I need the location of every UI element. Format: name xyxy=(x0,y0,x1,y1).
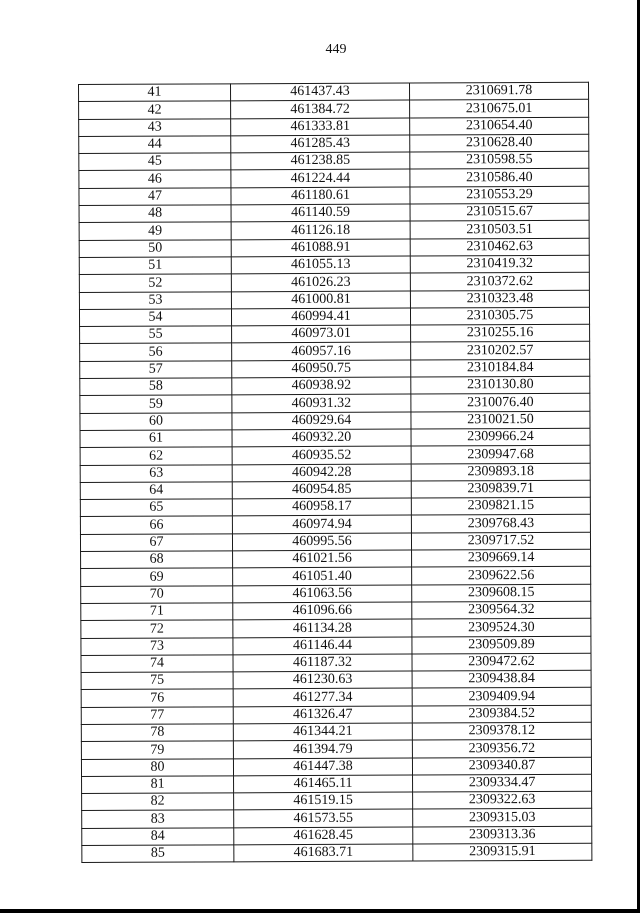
x-coordinate-cell: 461088.91 xyxy=(231,239,410,257)
y-coordinate-cell: 2309315.03 xyxy=(413,809,592,827)
y-coordinate-cell: 2310255.16 xyxy=(411,324,590,342)
x-coordinate-cell: 461224.44 xyxy=(231,170,410,188)
point-number-cell: 67 xyxy=(80,534,232,552)
point-number-cell: 55 xyxy=(80,326,232,344)
point-number-cell: 66 xyxy=(80,516,232,534)
table-row xyxy=(79,151,589,171)
table-row xyxy=(80,342,590,362)
table-row xyxy=(82,843,592,863)
table-row xyxy=(80,359,590,379)
y-coordinate-cell: 2310076.40 xyxy=(411,394,590,412)
table-row xyxy=(81,688,591,708)
x-coordinate-cell: 461326.47 xyxy=(233,706,412,724)
point-number-cell: 68 xyxy=(81,551,233,569)
table-row xyxy=(80,394,590,414)
table-row xyxy=(81,757,591,777)
x-coordinate-cell: 460938.92 xyxy=(232,377,411,395)
table-row xyxy=(80,532,590,552)
point-number-cell: 78 xyxy=(81,724,233,742)
table-row xyxy=(80,463,590,483)
x-coordinate-cell: 461333.81 xyxy=(231,118,410,136)
point-number-cell: 57 xyxy=(80,361,232,379)
point-number-cell: 64 xyxy=(80,482,232,500)
table-row xyxy=(82,826,592,846)
y-coordinate-cell: 2310305.75 xyxy=(410,307,589,325)
x-coordinate-cell: 461447.38 xyxy=(233,758,412,776)
point-number-cell: 48 xyxy=(79,205,231,223)
x-coordinate-cell: 461000.81 xyxy=(231,291,410,309)
table-row xyxy=(82,774,592,794)
x-coordinate-cell: 461238.85 xyxy=(231,152,410,170)
table-row xyxy=(81,584,591,604)
point-number-cell: 71 xyxy=(81,603,233,621)
y-coordinate-cell: 2310021.50 xyxy=(411,411,590,429)
point-number-cell: 85 xyxy=(82,845,234,863)
y-coordinate-cell: 2309409.94 xyxy=(412,688,591,706)
y-coordinate-cell: 2310130.80 xyxy=(411,376,590,394)
x-coordinate-cell: 461021.56 xyxy=(233,550,412,568)
point-number-cell: 80 xyxy=(81,758,233,776)
x-coordinate-cell: 460950.75 xyxy=(232,360,411,378)
table-row xyxy=(79,290,589,310)
scan-edge-bottom xyxy=(0,909,640,913)
point-number-cell: 50 xyxy=(79,240,231,258)
x-coordinate-cell: 461519.15 xyxy=(234,792,413,810)
table-row xyxy=(80,376,590,396)
coordinate-table-body xyxy=(79,82,592,863)
table-row xyxy=(80,497,590,517)
table-row xyxy=(81,549,591,569)
point-number-cell: 49 xyxy=(79,222,231,240)
table-row xyxy=(80,324,590,344)
x-coordinate-cell: 460931.32 xyxy=(232,394,411,412)
y-coordinate-cell: 2309622.56 xyxy=(412,567,591,585)
x-coordinate-cell: 460929.64 xyxy=(232,412,411,430)
x-coordinate-cell: 461134.28 xyxy=(233,619,412,637)
y-coordinate-cell: 2309966.24 xyxy=(411,428,590,446)
y-coordinate-cell: 2309384.52 xyxy=(412,705,591,723)
point-number-cell: 62 xyxy=(80,447,232,465)
x-coordinate-cell: 461465.11 xyxy=(234,775,413,793)
coordinate-table xyxy=(78,82,592,864)
y-coordinate-cell: 2310372.62 xyxy=(410,273,589,291)
table-row xyxy=(80,411,590,431)
table-row xyxy=(81,740,591,760)
point-number-cell: 65 xyxy=(80,499,232,517)
y-coordinate-cell: 2310184.84 xyxy=(411,359,590,377)
x-coordinate-cell: 461140.59 xyxy=(231,204,410,222)
y-coordinate-cell: 2309564.32 xyxy=(412,601,591,619)
table-row xyxy=(79,134,589,154)
table-row xyxy=(81,653,591,673)
x-coordinate-cell: 461573.55 xyxy=(234,810,413,828)
x-coordinate-cell: 461051.40 xyxy=(233,567,412,585)
x-coordinate-cell: 461180.61 xyxy=(231,187,410,205)
x-coordinate-cell: 460995.56 xyxy=(232,533,411,551)
table-row xyxy=(80,515,590,535)
y-coordinate-cell: 2310515.67 xyxy=(410,203,589,221)
y-coordinate-cell: 2310675.01 xyxy=(410,100,589,118)
table-row xyxy=(80,428,590,448)
y-coordinate-cell: 2309947.68 xyxy=(411,446,590,464)
point-number-cell: 84 xyxy=(82,828,234,846)
point-number-cell: 47 xyxy=(79,188,231,206)
table-row xyxy=(79,307,589,327)
y-coordinate-cell: 2309334.47 xyxy=(413,774,592,792)
table-row xyxy=(80,446,590,466)
y-coordinate-cell: 2310586.40 xyxy=(410,169,589,187)
point-number-cell: 59 xyxy=(80,395,232,413)
y-coordinate-cell: 2309608.15 xyxy=(412,584,591,602)
y-coordinate-cell: 2309313.36 xyxy=(413,826,592,844)
point-number-cell: 72 xyxy=(81,620,233,638)
point-number-cell: 69 xyxy=(81,568,233,586)
table-row xyxy=(82,809,592,829)
x-coordinate-cell: 460974.94 xyxy=(232,515,411,533)
point-number-cell: 43 xyxy=(79,118,231,136)
point-number-cell: 75 xyxy=(81,672,233,690)
y-coordinate-cell: 2310462.63 xyxy=(410,238,589,256)
y-coordinate-cell: 2309669.14 xyxy=(412,549,591,567)
point-number-cell: 81 xyxy=(82,776,234,794)
x-coordinate-cell: 461146.44 xyxy=(233,637,412,655)
table-row xyxy=(79,169,589,189)
table-row xyxy=(80,480,590,500)
point-number-cell: 79 xyxy=(81,741,233,759)
table-row xyxy=(82,791,592,811)
point-number-cell: 41 xyxy=(79,84,231,102)
x-coordinate-cell: 461285.43 xyxy=(231,135,410,153)
x-coordinate-cell: 460957.16 xyxy=(232,343,411,361)
y-coordinate-cell: 2310503.51 xyxy=(410,221,589,239)
table-row xyxy=(81,705,591,725)
x-coordinate-cell: 461277.34 xyxy=(233,688,412,706)
y-coordinate-cell: 2309472.62 xyxy=(412,653,591,671)
y-coordinate-cell: 2310553.29 xyxy=(410,186,589,204)
x-coordinate-cell: 461394.79 xyxy=(233,740,412,758)
table-row xyxy=(79,238,589,258)
y-coordinate-cell: 2310654.40 xyxy=(410,117,589,135)
table-row xyxy=(79,117,589,137)
point-number-cell: 82 xyxy=(82,793,234,811)
table-row xyxy=(81,636,591,656)
x-coordinate-cell: 461230.63 xyxy=(233,671,412,689)
point-number-cell: 51 xyxy=(79,257,231,275)
table-row xyxy=(79,100,589,120)
x-coordinate-cell: 460994.41 xyxy=(231,308,410,326)
point-number-cell: 54 xyxy=(79,309,231,327)
table-row xyxy=(81,601,591,621)
table-row xyxy=(81,618,591,638)
point-number-cell: 44 xyxy=(79,136,231,154)
point-number-cell: 76 xyxy=(81,689,233,707)
y-coordinate-cell: 2309893.18 xyxy=(411,463,590,481)
point-number-cell: 83 xyxy=(82,810,234,828)
x-coordinate-cell: 460954.85 xyxy=(232,481,411,499)
point-number-cell: 56 xyxy=(80,343,232,361)
page-number: 449 xyxy=(325,42,347,57)
x-coordinate-cell: 461628.45 xyxy=(234,827,413,845)
point-number-cell: 63 xyxy=(80,464,232,482)
y-coordinate-cell: 2309509.89 xyxy=(412,636,591,654)
y-coordinate-cell: 2309524.30 xyxy=(412,618,591,636)
table-row xyxy=(79,82,589,102)
y-coordinate-cell: 2310202.57 xyxy=(411,342,590,360)
x-coordinate-cell: 460932.20 xyxy=(232,429,411,447)
x-coordinate-cell: 460942.28 xyxy=(232,464,411,482)
point-number-cell: 61 xyxy=(80,430,232,448)
table-row xyxy=(79,203,589,223)
x-coordinate-cell: 460958.17 xyxy=(232,498,411,516)
y-coordinate-cell: 2310323.48 xyxy=(410,290,589,308)
table-row xyxy=(79,255,589,275)
y-coordinate-cell: 2309378.12 xyxy=(412,722,591,740)
y-coordinate-cell: 2309438.84 xyxy=(412,670,591,688)
y-coordinate-cell: 2309717.52 xyxy=(411,532,590,550)
point-number-cell: 42 xyxy=(79,101,231,119)
y-coordinate-cell: 2309839.71 xyxy=(411,480,590,498)
table-row xyxy=(79,221,589,241)
point-number-cell: 73 xyxy=(81,637,233,655)
y-coordinate-cell: 2310598.55 xyxy=(410,151,589,169)
x-coordinate-cell: 461683.71 xyxy=(234,844,413,862)
y-coordinate-cell: 2309768.43 xyxy=(411,515,590,533)
point-number-cell: 74 xyxy=(81,655,233,673)
point-number-cell: 45 xyxy=(79,153,231,171)
y-coordinate-cell: 2309340.87 xyxy=(412,757,591,775)
x-coordinate-cell: 461096.66 xyxy=(233,602,412,620)
x-coordinate-cell: 461344.21 xyxy=(233,723,412,741)
point-number-cell: 60 xyxy=(80,412,232,430)
table-row xyxy=(81,567,591,587)
table-row xyxy=(79,273,589,293)
y-coordinate-cell: 2309356.72 xyxy=(412,740,591,758)
point-number-cell: 53 xyxy=(79,291,231,309)
y-coordinate-cell: 2310628.40 xyxy=(410,134,589,152)
point-number-cell: 58 xyxy=(80,378,232,396)
table-row xyxy=(79,186,589,206)
x-coordinate-cell: 461384.72 xyxy=(231,100,410,118)
point-number-cell: 70 xyxy=(81,585,233,603)
x-coordinate-cell: 461026.23 xyxy=(231,273,410,291)
y-coordinate-cell: 2310419.32 xyxy=(410,255,589,273)
table-row xyxy=(81,670,591,690)
x-coordinate-cell: 461187.32 xyxy=(233,654,412,672)
x-coordinate-cell: 460935.52 xyxy=(232,446,411,464)
y-coordinate-cell: 2310691.78 xyxy=(409,82,588,100)
x-coordinate-cell: 460973.01 xyxy=(232,325,411,343)
y-coordinate-cell: 2309821.15 xyxy=(411,497,590,515)
x-coordinate-cell: 461055.13 xyxy=(231,256,410,274)
y-coordinate-cell: 2309322.63 xyxy=(413,791,592,809)
point-number-cell: 77 xyxy=(81,707,233,725)
table-row xyxy=(81,722,591,742)
y-coordinate-cell: 2309315.91 xyxy=(413,843,592,861)
point-number-cell: 46 xyxy=(79,170,231,188)
x-coordinate-cell: 461126.18 xyxy=(231,221,410,239)
x-coordinate-cell: 461063.56 xyxy=(233,585,412,603)
point-number-cell: 52 xyxy=(79,274,231,292)
x-coordinate-cell: 461437.43 xyxy=(231,83,410,101)
